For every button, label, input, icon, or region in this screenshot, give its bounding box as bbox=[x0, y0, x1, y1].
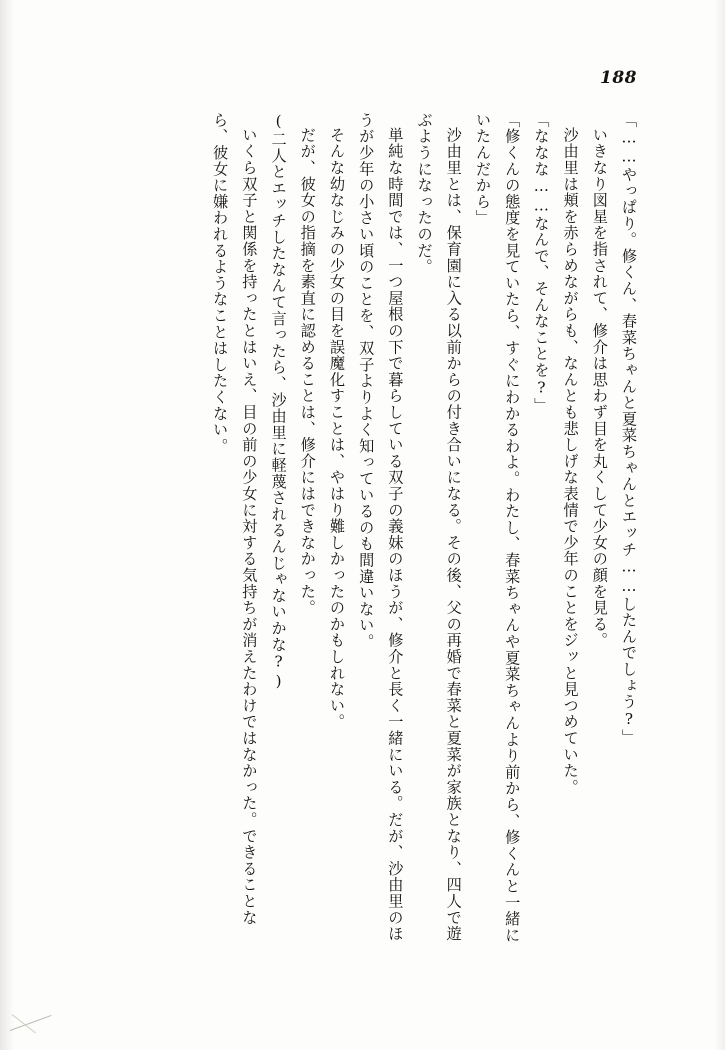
page-corner-fold-mark bbox=[10, 1010, 56, 1044]
paragraph: 沙由里は頬を赤らめながらも、なんとも悲しげな表情で少年のことをジッと見つめていた。 bbox=[561, 127, 580, 796]
fold-line-primary bbox=[10, 1015, 52, 1031]
paragraph: 「……やっぱり。修くん、春菜ちゃんと夏菜ちゃんとエッチ……したんでしょう?」 bbox=[620, 112, 638, 746]
paragraph: いきなり図星を指されて、修介は思わず目を丸くして少女の顔を見る。 bbox=[590, 127, 609, 649]
paragraph: 沙由里とは、保育園に入る以前からの付き合いになる。その後、父の再婚で春菜と夏菜が家族となり、四人で遊ぶようになったのだ。 bbox=[415, 112, 463, 943]
fold-line-secondary bbox=[12, 1014, 36, 1033]
paragraph: そんな幼なじみの少女の目を誤魔化すことは、やはり難しかったのかもしれない。 bbox=[327, 127, 346, 731]
paragraph: 単純な時間では、一つ屋根の下で暮らしている双子の義妹のほうが、修介と長く一緒にいる。だが、沙由里のほうが少年の小さい頃のことを、双子よりよく知っているのも間違いない。 bbox=[357, 112, 405, 943]
paragraph: (二人とエッチしたなんて言ったら、沙由里に軽蔑されるんじゃないかな?) bbox=[269, 112, 288, 691]
page-number: 188 bbox=[600, 68, 637, 88]
paragraph: だが、彼女の指摘を素直に認めることは、修介にはできなかった。 bbox=[298, 127, 317, 617]
paragraph: 「修くんの態度を見ていたら、すぐにわかるわよ。わたし、春菜ちゃんや夏菜ちゃんより前から、修くんと一緒にいたんだから」 bbox=[473, 112, 522, 944]
paragraph: いくら双子と関係を持ったとはいえ、目の前の少女に対する気持ちが消えたわけではなかった。できることなら、彼女に嫌われるようなことはしたくない。 bbox=[211, 112, 259, 926]
paragraph: 「ななな……なんで、そんなことを?」 bbox=[532, 112, 551, 414]
page-text-body bbox=[82, 112, 643, 952]
